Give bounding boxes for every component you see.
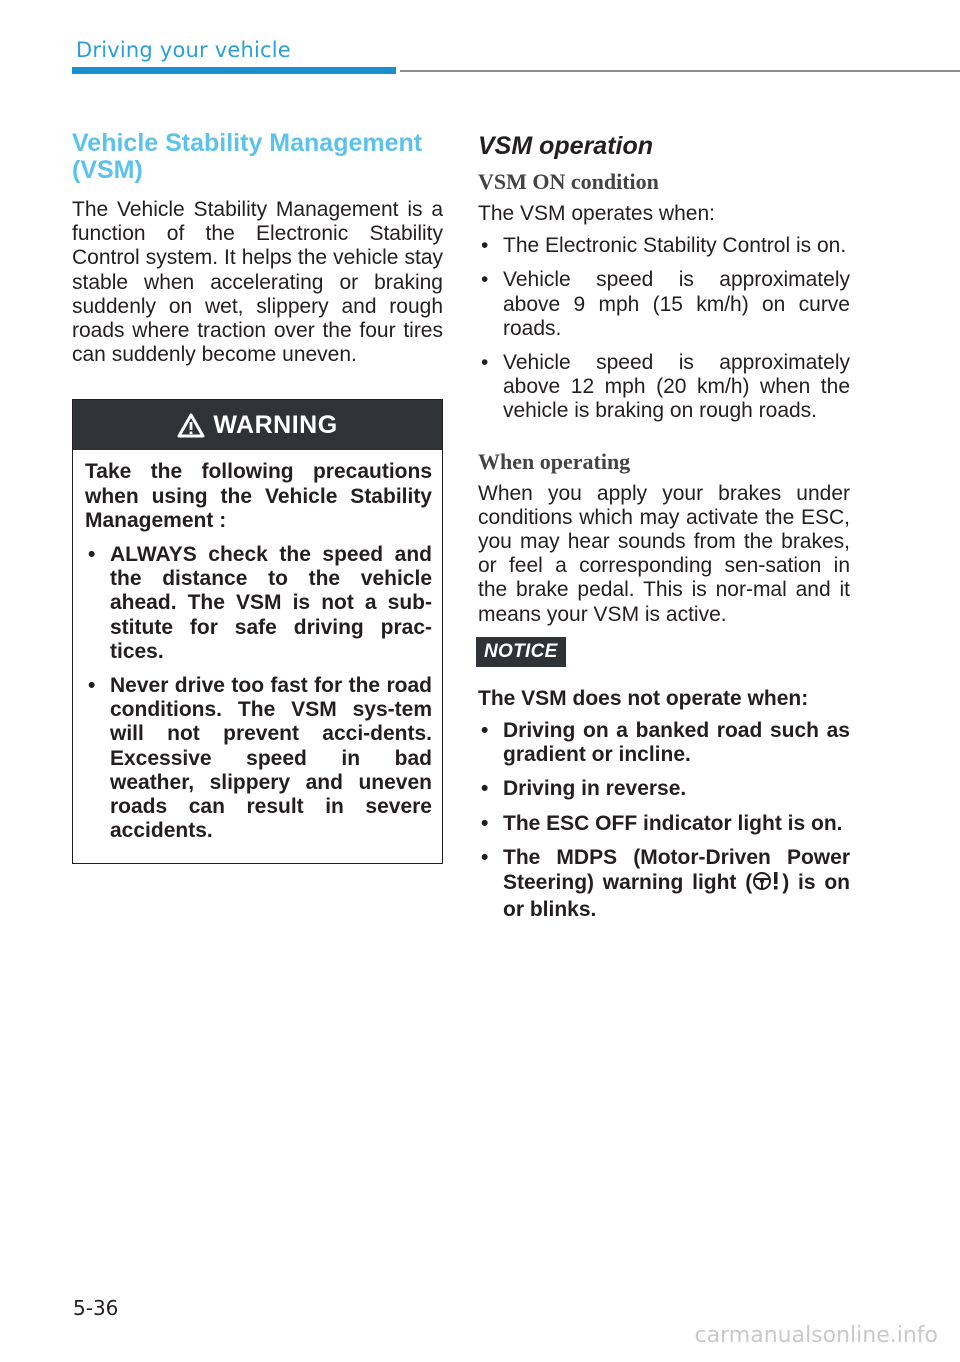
warning-item: • Never drive too fast for the road conditions. The VSM sys-tem will not prevent acci-dents. Excessive speed in bad weather, slippery and uneven roads can result in severe accidents. (85, 674, 432, 843)
on-condition-item: • Vehicle speed is approximately above 12 mph (20 km/h) when the vehicle is braking on rough roads. (478, 351, 850, 424)
warning-list (85, 543, 432, 843)
right-column (478, 128, 850, 932)
watermark: carmanualsonline.info (694, 1323, 938, 1348)
vsm-operation-title: VSM operation (478, 132, 654, 160)
notice-list (478, 719, 850, 922)
header-title: Driving your vehicle (76, 38, 291, 62)
on-condition-title: VSM ON condition (478, 169, 659, 194)
warning-lead: Take the following precautions when using the Vehicle Stability Management : (85, 460, 432, 532)
notice-item: • The ESC OFF indicator light is on. (478, 812, 850, 836)
warning-body (73, 450, 442, 863)
page-number: 5-36 (73, 1296, 119, 1320)
notice-badge: NOTICE (476, 637, 566, 667)
notice-item: • Driving in reverse. (478, 777, 850, 801)
intro-paragraph: The Vehicle Stability Management is a function of the Electronic Stability Control system. It helps the vehicle stay stable when accelerating or braking suddenly on wet, slippery and rough roads where traction over the four tires can suddenly become uneven. (72, 198, 443, 367)
warning-header (73, 400, 442, 450)
mdps-text-after: ) is on or blinks. (503, 871, 850, 922)
when-operating-paragraph: When you apply your brakes under conditions which may activate the ESC, you may hear sounds from the brakes, or feel a corresponding sen-sation in the brake pedal. This is nor-mal and it means your VSM is active. (478, 481, 850, 626)
when-operating-title: When operating (478, 448, 631, 474)
on-condition-list (478, 234, 850, 423)
section-title: Vehicle Stability Management (VSM) (72, 129, 423, 184)
header-rule (400, 70, 960, 72)
notice-item: • Driving on a banked road such as gradient or incline. (478, 719, 850, 767)
left-column (72, 128, 443, 864)
on-condition-item: • Vehicle speed is approximately above 9 mph (15 km/h) on curve roads. (478, 268, 850, 341)
warning-item: • ALWAYS check the speed and the distance to the vehicle ahead. The VSM is not a sub-stitute for safe driving prac-tices. (85, 543, 432, 664)
notice-lead: The VSM does not operate when: (478, 686, 809, 710)
header-accent-bar (72, 67, 396, 74)
notice-item-mdps (478, 846, 850, 923)
warning-triangle-icon (177, 413, 205, 438)
on-condition-item: • The Electronic Stability Control is on. (478, 234, 850, 258)
steering-warning-icon (752, 870, 782, 898)
warning-label: WARNING (213, 410, 338, 439)
mdps-text-before: The MDPS (Motor-Driven Power Steering) warning light ( (503, 845, 850, 895)
on-condition-lead: The VSM operates when: (478, 202, 715, 225)
warning-box (72, 399, 443, 864)
